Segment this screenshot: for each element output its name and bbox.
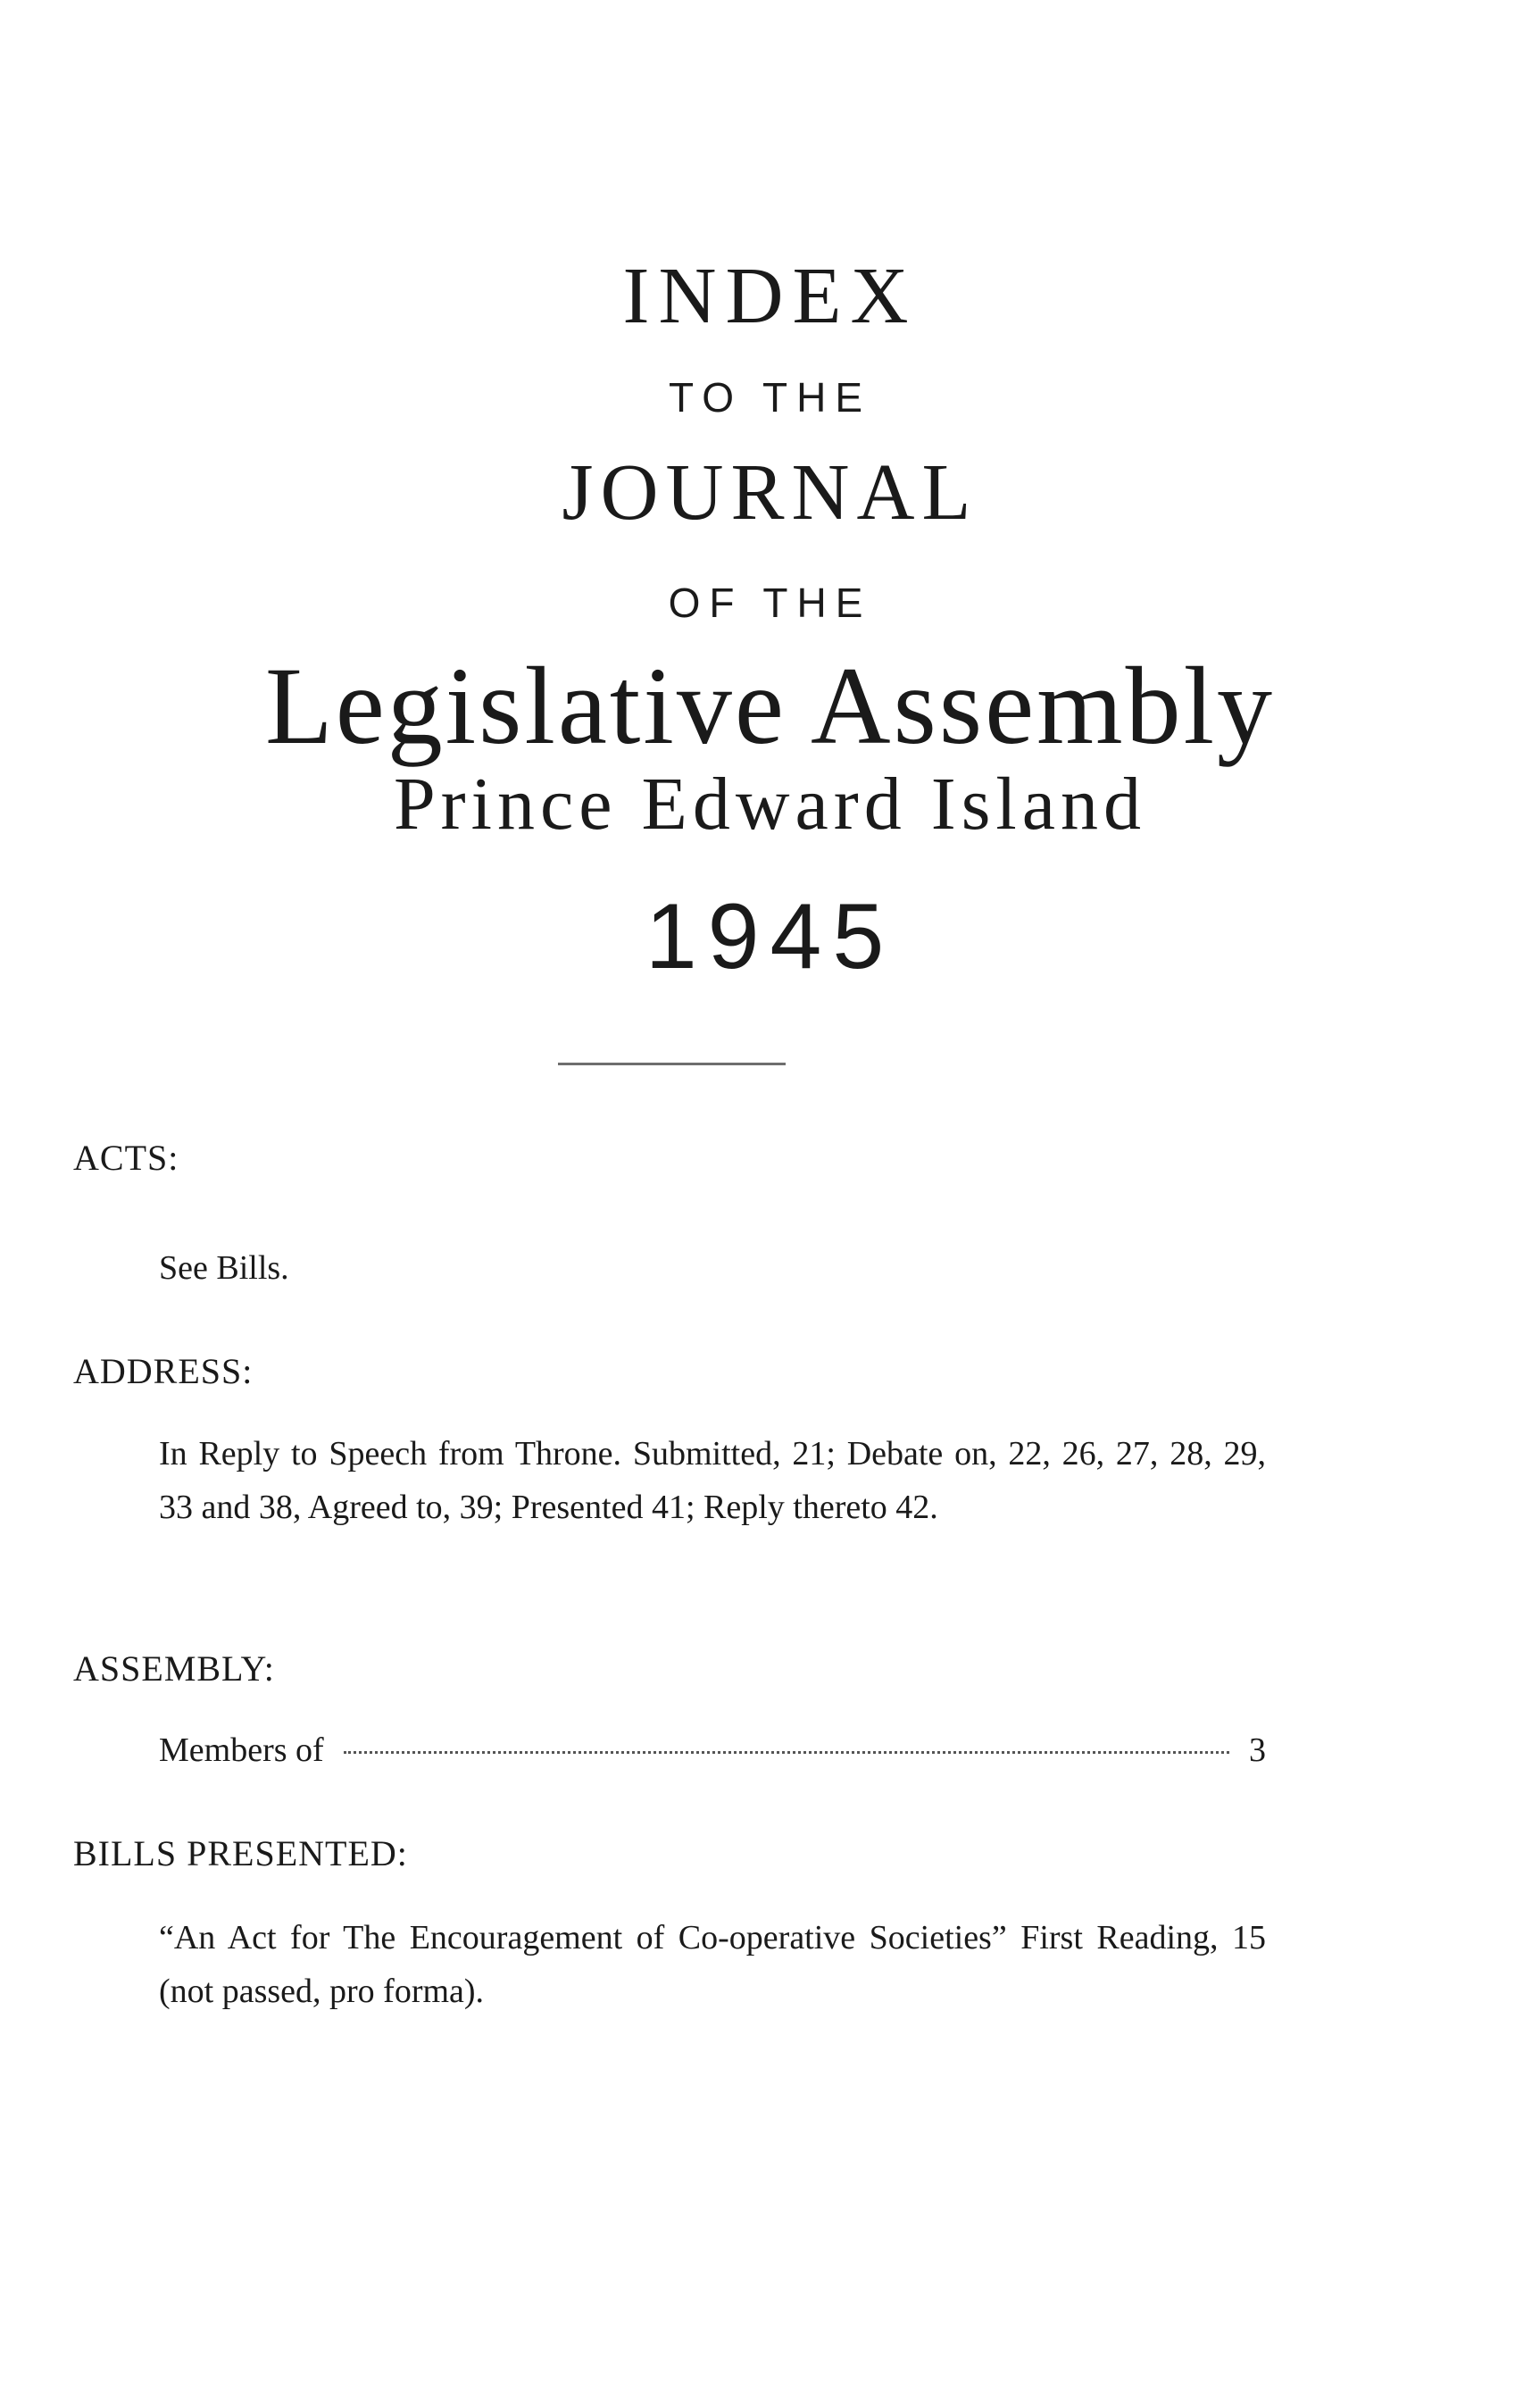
bills-entry: “An Act for The Encouragement of Co-operative Societies” First Reading, 15 (not passed, pro forma).	[159, 1919, 1266, 2010]
year-title: 1945	[645, 885, 895, 989]
assembly-item-label: Members of	[159, 1731, 324, 1769]
assembly-entry	[159, 1723, 1266, 1777]
address-heading: ADDRESS:	[73, 1351, 254, 1391]
province-title: Prince Edward Island	[393, 763, 1147, 846]
assembly-title: Legislative Assembly	[264, 645, 1276, 767]
index-title: INDEX	[622, 252, 918, 340]
assembly-item-page: 3	[1249, 1731, 1266, 1769]
address-entry: In Reply to Speech from Throne. Submitted, 21; Debate on, 22, 26, 27, 28, 29, 33 and 38, Agreed to, 39; Presented 41; Reply thereto 42.	[159, 1435, 1266, 1526]
of-the-line: OF THE	[668, 580, 872, 626]
bills-heading: BILLS PRESENTED:	[73, 1833, 408, 1873]
acts-heading: ACTS:	[73, 1138, 179, 1178]
journal-title: JOURNAL	[562, 448, 978, 537]
assembly-heading: ASSEMBLY:	[73, 1648, 275, 1689]
to-the-line: TO THE	[669, 374, 871, 421]
title-divider	[558, 1063, 786, 1065]
dot-leader	[344, 1751, 1229, 1754]
acts-entry: See Bills.	[159, 1249, 289, 1287]
